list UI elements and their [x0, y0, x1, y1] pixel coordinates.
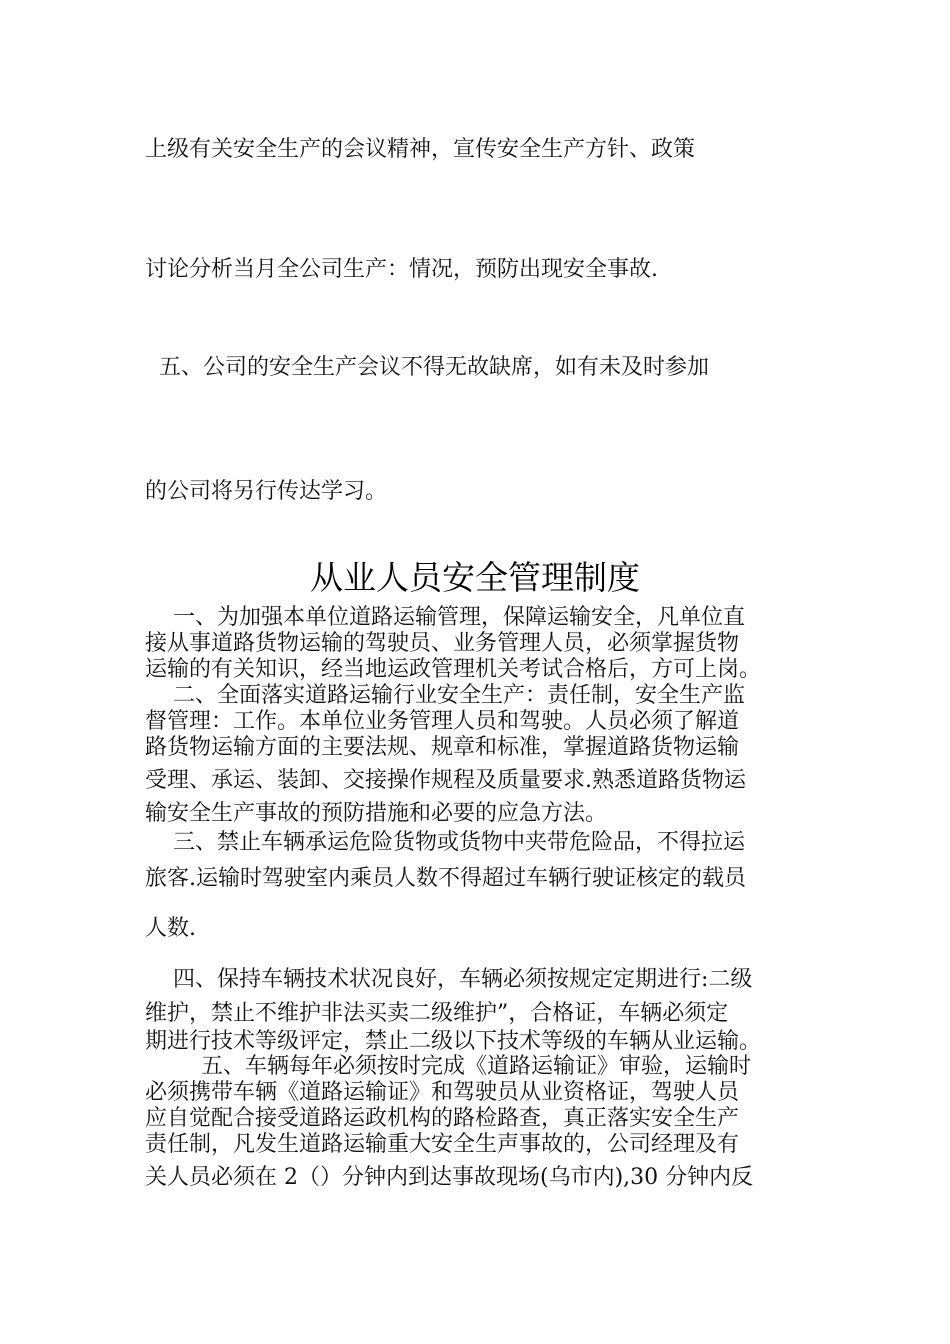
- body-line-15: 五、车辆每年必须按时完成《道路运输证》审验，运输时: [145, 1054, 751, 1079]
- intro-line-1: 上级有关安全生产的会议精神，宣传安全生产方针、政策: [145, 137, 696, 162]
- body-line-19: 关人员必须在 2（）分钟内到达事故现场(乌市内),30 分钟内反: [145, 1165, 754, 1190]
- body-line-5: 督管理：工作。本单位业务管理人员和驾驶。人员必须了解道: [145, 709, 740, 734]
- body-line-6: 路货物运输方面的主要法规、规章和标准，掌握道路货物运输: [145, 735, 740, 760]
- body-line-10: 旅客.运输时驾驶室内乘员人数不得超过车辆行驶证核定的载员: [145, 866, 746, 891]
- body-line-17: 应自觉配合接受道路运政机构的路检路查，真正落实安全生产: [145, 1106, 740, 1131]
- intro-line-4: 的公司将另行传达学习。: [145, 479, 388, 504]
- body-line-11: 人数.: [145, 916, 196, 941]
- body-line-7: 受理、承运、装卸、交接操作规程及质量要求.熟悉道路货物运: [145, 768, 746, 793]
- body-line-16: 必须携带车辆《道路运输证》和驾驶员从业资格证，驾驶人员: [145, 1080, 740, 1105]
- body-line-9: 三、禁止车辆承运危险货物或货物中夹带危险品，不得拉运: [145, 830, 745, 855]
- body-line-4: 二、全面落实道路运输行业安全生产：责任制，安全生产监: [145, 683, 745, 708]
- body-line-12: 四、保持车辆技术状况良好，车辆必须按规定定期进行:二级: [145, 967, 753, 992]
- section-title: 从业人员安全管理制度: [310, 558, 640, 597]
- body-line-13: 维护，禁止不维护非法买卖二级维护”，合格证，车辆必须定: [145, 1001, 729, 1026]
- body-line-18: 责任制，凡发生道路运输重大安全生声事故的，公司经理及有: [145, 1132, 740, 1157]
- intro-line-3: 五、公司的安全生产会议不得无故缺席，如有未及时参加: [145, 355, 709, 380]
- body-line-1: 一、为加强本单位道路运输管理，保障运输安全，凡单位直: [145, 605, 745, 630]
- intro-line-2: 讨论分析当月全公司生产：情况，预防出现安全事故.: [145, 257, 658, 282]
- body-line-3: 运输的有关知识，经当地运政管理机关考试合格后，方可上岗。: [145, 657, 762, 682]
- body-line-8: 输安全生产事故的预防措施和必要的应急方法。: [145, 801, 608, 826]
- body-line-2: 接从事道路货物运输的驾驶员、业务管理人员，必须掌握货物: [145, 631, 740, 656]
- body-line-14: 期进行技术等级评定，禁止二级以下技术等级的车辆从业运输。: [145, 1029, 762, 1054]
